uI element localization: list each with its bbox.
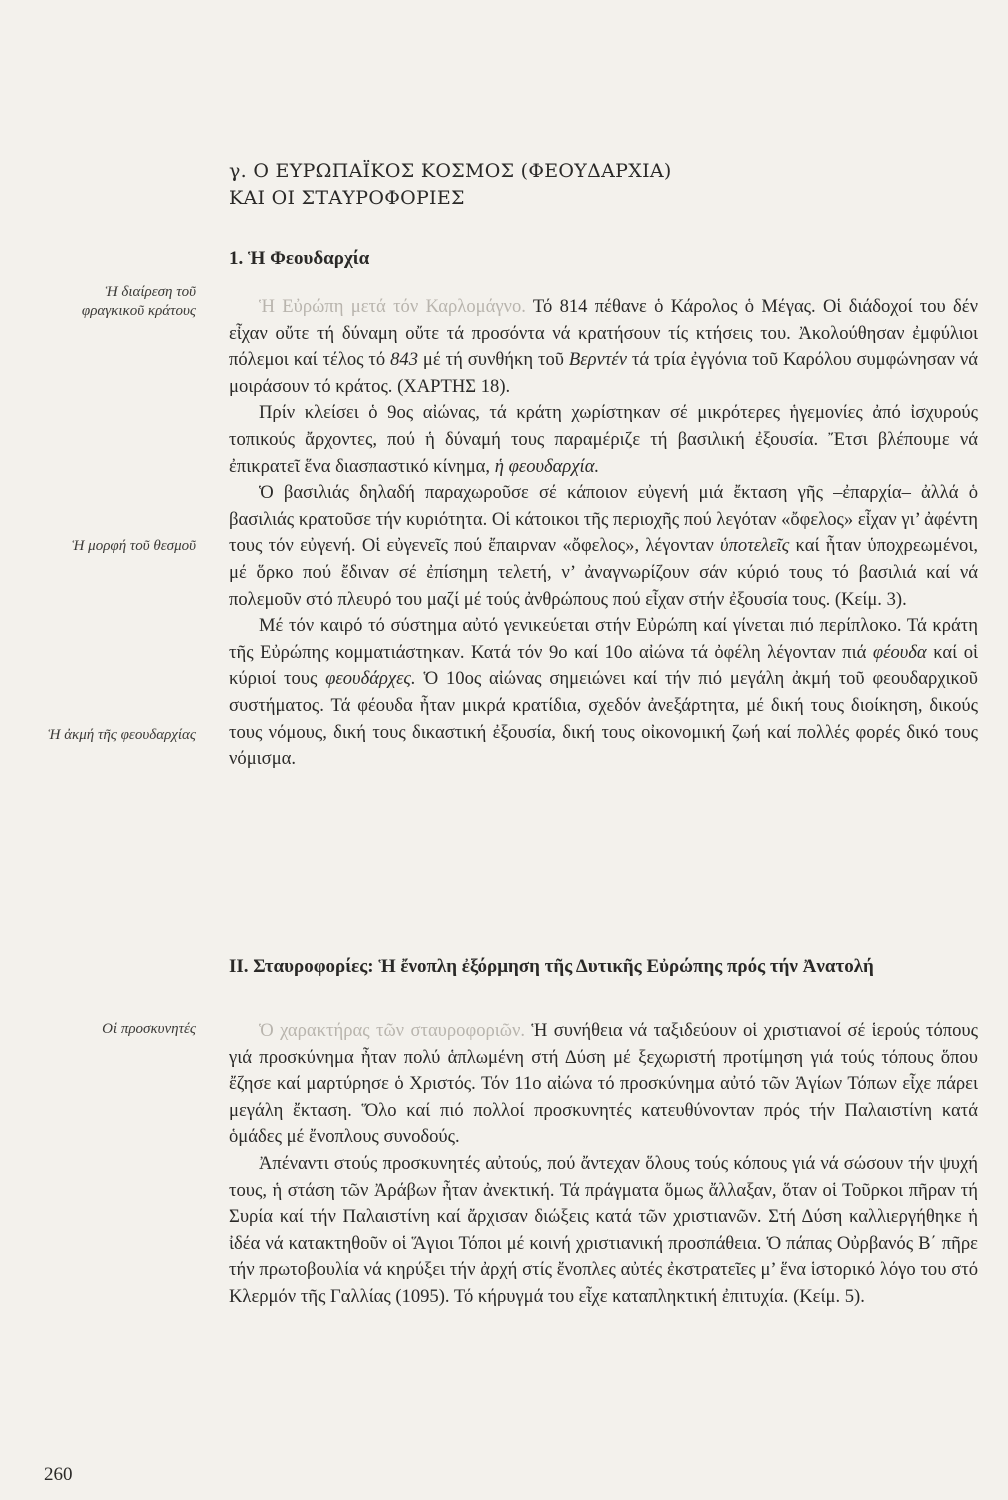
paragraph: Μέ τόν καιρό τό σύστημα αὐτό γενικεύεται στήν Εὐρώπη καί γίνεται πιό περίπλοκο. Τά κράτη τῆς Εὐρώπης κομματιάστηκαν. Κατά τόν 9ο καί 10ο αἰώνα τά ὀφέλη λέγονταν πιά φέουδα καί οἱ κύριοί τους φεουδάρχες. Ὁ 10ος αἰώνας σημειώνει καί τήν πιό μεγάλη ἀκμή τοῦ φεουδαρχικοῦ συστήματος. Τά φέουδα ἦταν μικρά κρατίδια, σχεδόν ἀνεξάρτητα, μέ δική τους διοίκηση, δικούς τους νόμους, δική τους δικαστική ἐξουσία, δική τους οἰκονομική ζωή καί πολλές φορές δικό τους νόμισμα. xyxy=(229,615,978,770)
paragraph: Ἀπέναντι στούς προσκυνητές αὐτούς, πού ἄντεχαν ὅλους τούς κόπους γιά νά σώσουν τήν ψυχή τους, ἡ στάση τῶν Ἀράβων ἦταν ἀνεκτική. Τά πράγματα ὅμως ἄλλαξαν, ὅταν οἱ Τοῦρκοι πῆραν τή Συρία καί τήν Παλαιστίνη καί ἄρχισαν διώξεις κατά τῶν χριστιανῶν. Στή Δύση καλλιεργήθηκε ἡ ἰδέα νά κατακτηθοῦν οἱ Ἅγιοι Τόποι μέ κοινή χριστιανική προσπάθεια. Ὁ πάπας Οὐρβανός Β΄ πῆρε τήν πρωτοβουλία νά κηρύξει τήν ἀρχή στίς ἔνοπλες αὐτές ἐκστρατεῖες μ’ ἕνα ἱστορικό λόγο του στό Κλερμόν τῆς Γαλλίας (1095). Τό κήρυγμά του εἶχε καταπληκτική ἐπιτυχία. (Κείμ. 5). xyxy=(229,1152,978,1307)
paragraph: Ὁ χαρακτήρας τῶν σταυροφοριῶν. Ἡ συνήθεια νά ταξιδεύουν οἱ χριστιανοί σέ ἱερούς τόπους γιά προσκύνημα ἦταν πολύ ἁπλωμένη στή Δύση μέ ξεχωριστή προτίμηση γιά τούς τόπους ὅπου ἔζησε καί μαρτύρησε ὁ Χριστός. Τόν 11ο αἰώνα τό προσκύνημα αὐτό τῶν Ἁγίων Τόπων εἶχε πάρει μεγάλη ἔκταση. Ὅλο καί πιό πολλοί προσκυνητές κατευθύνονταν πρός τήν Παλαιστίνη κατά ὁμάδες μέ ἔνοπλους συνοδούς. xyxy=(229,1020,979,1148)
margin-note-peak: Ἡ ἀκμή τῆς φεουδαρχίας xyxy=(48,727,196,743)
margin-note-form: Ἡ μορφή τοῦ θεσμοῦ xyxy=(72,538,196,554)
paragraph: Ἡ Εὐρώπη μετά τόν Καρλομάγνο. Τό 814 πέθανε ὁ Κάρολος ὁ Μέγας. Οἱ διάδοχοί του δέν εἶχαν οὔτε τή δύναμη οὔτε τά προσόντα νά κρατήσουν τίς κτήσεις του. Ἀκολούθησαν ἐμφύλιοι πόλεμοι καί τέλος τό 843 μέ τή συνθήκη τοῦ Βερντέν τά τρία ἐγγόνια τοῦ Καρόλου συμφώνησαν νά μοιράσουν τό κράτος. (ΧΑΡΤΗΣ 18). xyxy=(229,296,979,397)
section2-heading: ΙΙ. Σταυροφορίες: Ἡ ἔνοπλη ἐξόρμηση τῆς Δυτικῆς Εὐρώπης πρός τήν Ἀνατολή xyxy=(229,956,874,977)
paragraph: Ὁ βασιλιάς δηλαδή παραχωροῦσε σέ κάποιον εὐγενή μιά ἔκταση γῆς –ἐπαρχία– ἀλλά ὁ βασιλιάς κρατοῦσε τήν κυριότητα. Οἱ κάτοικοι τῆς περιοχῆς πού λεγόταν «ὄφελος» εἶχαν γι’ ἀφέντη τους τόν εὐγενή. Οἱ εὐγενεῖς πού ἔπαιρναν «ὄφελος», λέγονταν ὑποτελεῖς καί ἦταν ὑποχρεωμένοι, μέ ὅρκο πού ἔδιναν σέ ἐπίσημη τελετή, ν’ ἀναγνωρίζουν σάν κύριό τους τό βασιλιά καί νά πολεμοῦν στό πλευρό του μαζί μέ τούς ἀνθρώπους πού εἶχαν στήν ἐξουσία τους. (Κείμ. 3). xyxy=(229,482,978,610)
paragraph: Πρίν κλείσει ὁ 9ος αἰώνας, τά κράτη χωρίστηκαν σέ μικρότερες ἡγεμονίες ἀπό ἰσχυρούς τοπικούς ἄρχοντες, πού ἡ δύναμή τους παραμέριζε τή βασιλική ἐξουσία. Ἔτσι βλέπουμε νά ἐπικρατεῖ ἕνα διασπαστικό κίνημα, ἡ φεουδαρχία. xyxy=(229,402,978,477)
chapter-title-line2: ΚΑΙ ΟΙ ΣΤΑΥΡΟΦΟΡΙΕΣ xyxy=(229,187,465,209)
chapter-title-line1: γ. Ο ΕΥΡΩΠΑΪΚΟΣ ΚΟΣΜΟΣ (ΦΕΟΥΔΑΡΧΙΑ) xyxy=(229,160,672,182)
paragraph-lead: Ὁ χαρακτήρας τῶν σταυροφοριῶν. xyxy=(259,1020,526,1041)
margin-note-pilgrims: Οἱ προσκυνητές xyxy=(102,1021,196,1037)
section1-heading: 1. Ἡ Φεουδαρχία xyxy=(229,248,370,269)
section2-body xyxy=(229,1018,978,1311)
paragraph-lead: Ἡ Εὐρώπη μετά τόν Καρλομάγνο. xyxy=(259,296,526,317)
chapter-title xyxy=(229,158,929,212)
page-number: 260 xyxy=(44,1464,73,1485)
margin-note-division: Ἡ διαίρεση τοῦ φραγκικοῦ κράτους xyxy=(81,284,196,319)
section1-body xyxy=(229,294,978,773)
